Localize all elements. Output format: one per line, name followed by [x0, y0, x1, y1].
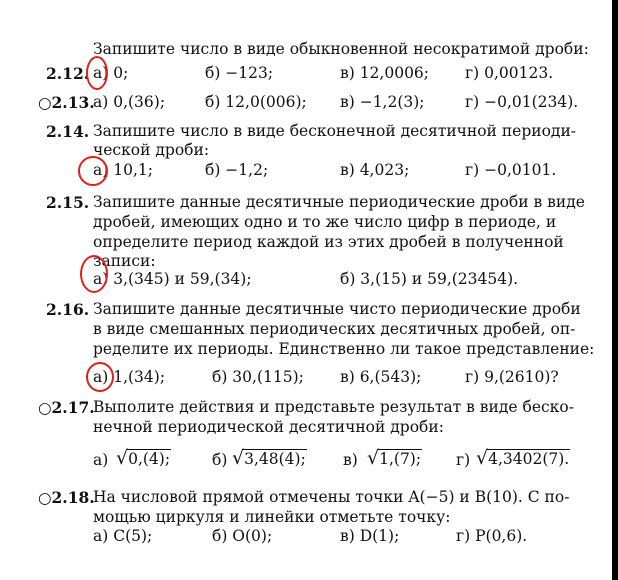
red-circle-mark — [80, 255, 108, 293]
option-a-label: а) — [93, 451, 109, 469]
red-circle-mark — [86, 362, 114, 392]
option-b: б) −123; — [205, 64, 274, 82]
sqrt-icon: √ — [232, 447, 245, 469]
problem-number-2-12: 2.12. — [46, 64, 90, 83]
problem-text: нечной периодической десятичной дроби: — [93, 418, 444, 436]
option-b: б) −1,2; — [205, 161, 269, 179]
problem-text: дробей, имеющих одно и то же число цифр в периоде, и — [93, 213, 557, 231]
option-a: а) 0,(36); — [93, 93, 166, 111]
radicand: 4,3402(7). — [488, 450, 570, 468]
option-b: б) 30,(115); — [212, 368, 304, 386]
sqrt-icon: √ — [116, 447, 129, 469]
sqrt-expression-d — [476, 449, 570, 469]
option-a: а) 3,(345) и 59,(34); — [93, 270, 252, 288]
red-circle-mark — [78, 156, 108, 186]
red-circle-mark — [86, 56, 108, 90]
sqrt-icon: √ — [367, 447, 380, 469]
problem-text: На числовой прямой отмечены точки A(−5) и B(10). С по- — [93, 488, 570, 506]
option-a: а) C(5); — [93, 527, 153, 545]
sqrt-expression-c — [367, 449, 422, 469]
option-d: г) −0,01(234). — [465, 93, 579, 111]
problem-text: определите период каждой из этих дробей в полученной — [93, 233, 564, 251]
radicand: 0,(4); — [128, 450, 171, 468]
problem-text: в виде смешанных периодических десятичных дробей, оп- — [93, 320, 576, 338]
option-d: г) −0,0101. — [465, 161, 557, 179]
problem-number-2-15: 2.15. — [46, 193, 90, 212]
problem-text: Выполите действия и представьте результат в виде беско- — [93, 398, 574, 416]
option-b: б) 3,(15) и 59,(23454). — [340, 270, 519, 288]
radicand: 3,48(4); — [244, 450, 306, 468]
option-c: в) −1,2(3); — [340, 93, 425, 111]
option-c: в) D(1); — [340, 527, 400, 545]
option-b-label: б) — [212, 451, 228, 469]
option-c: в) 12,0006; — [340, 64, 430, 82]
option-c: в) 4,023; — [340, 161, 410, 179]
problem-text: записи: — [93, 252, 156, 270]
problem-text: ческой дроби: — [93, 141, 210, 159]
option-b: б) O(0); — [212, 527, 273, 545]
option-a: а) 1,(34); — [93, 368, 166, 386]
problem-number-2-18: ○2.18. — [38, 488, 95, 507]
option-c-label: в) — [343, 451, 358, 469]
problem-number-2-17: ○2.17. — [38, 398, 95, 417]
option-d-label: г) — [456, 451, 471, 469]
sqrt-icon: √ — [476, 447, 489, 469]
problem-text: Запишите число в виде бесконечной десятичной периоди- — [93, 122, 577, 140]
radicand: 1,(7); — [379, 450, 422, 468]
option-d: г) P(0,6). — [456, 527, 528, 545]
problem-number-2-14: 2.14. — [46, 122, 90, 141]
problem-text: мощью циркуля и линейки отметьте точку: — [93, 508, 451, 526]
problem-text: Запишите данные десятичные периодические дроби в виде — [93, 193, 585, 211]
sqrt-expression-a — [116, 449, 171, 469]
option-d: г) 9,(2610)? — [465, 368, 559, 386]
problem-text: Запишите данные десятичные чисто периодические дроби — [93, 300, 581, 318]
problem-text: ределите их периоды. Единственно ли такое представление: — [93, 340, 595, 358]
option-a: а) 0; — [93, 64, 129, 82]
option-b: б) 12,0(006); — [205, 93, 307, 111]
option-d: г) 0,00123. — [465, 64, 554, 82]
intro-text: Запишите число в виде обыкновенной несократимой дроби: — [93, 40, 589, 58]
option-a: а) 10,1; — [93, 161, 153, 179]
option-c: в) 6,(543); — [340, 368, 422, 386]
problem-number-2-13: ○2.13. — [38, 93, 95, 112]
problem-number-2-16: 2.16. — [46, 300, 90, 319]
sqrt-expression-b — [232, 449, 307, 469]
